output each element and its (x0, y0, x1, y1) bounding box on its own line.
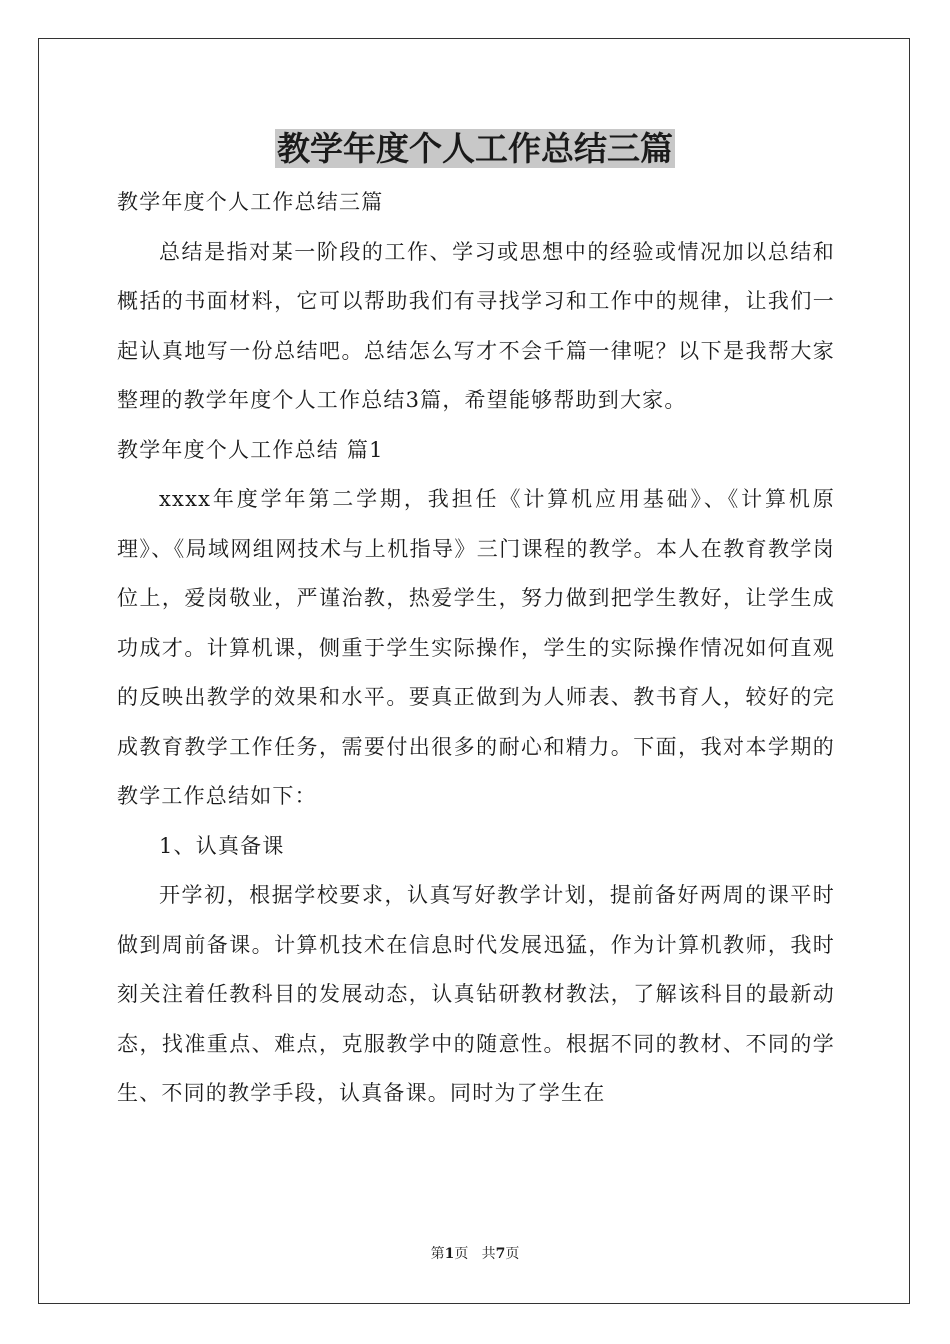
page-total: 7 (495, 1246, 506, 1262)
document-body (117, 178, 835, 1119)
page-prefix: 第 (430, 1246, 445, 1262)
section-heading: 教学年度个人工作总结 篇1 (117, 437, 384, 462)
total-prefix: 共 (481, 1246, 496, 1262)
page-footer (0, 1244, 950, 1264)
page-suffix: 页 (454, 1246, 469, 1262)
body-paragraph: 开学初，根据学校要求，认真写好教学计划，提前备好两周的课平时做到周前备课。计算机技术在信息时代发展迅猛，作为计算机教师，我时刻关注着任教科目的发展动态，认真钻研教材教法，了解该科目的最新动态，找准重点、难点，克服教学中的随意性。根据不同的教材、不同的学生、不同的教学手段，认真备课。同时为了学生在 (117, 883, 835, 1105)
body-paragraph: xxxx年度学年第二学期，我担任《计算机应用基础》、《计算机原理》、《局域网组网技术与上机指导》三门课程的教学。本人在教育教学岗位上，爱岗敬业，严谨治教，热爱学生，努力做到把学生教好，让学生成功成才。计算机课，侧重于学生实际操作，学生的实际操作情况如何直观的反映出教学的效果和水平。要真正做到为人师表、教书育人，较好的完成教育教学工作任务，需要付出很多的耐心和精力。下面，我对本学期的教学工作总结如下： (117, 487, 835, 808)
intro-paragraph: 总结是指对某一阶段的工作、学习或思想中的经验或情况加以总结和概括的书面材料，它可以帮助我们有寻找学习和工作中的规律，让我们一起认真地写一份总结吧。总结怎么写才不会千篇一律呢？以下是我帮大家整理的教学年度个人工作总结3篇，希望能够帮助到大家。 (117, 239, 835, 412)
subtitle-paragraph: 教学年度个人工作总结三篇 (117, 190, 384, 214)
page-number: 1 (444, 1246, 455, 1262)
document-title-text: 教学年度个人工作总结三篇 (277, 129, 673, 168)
total-suffix: 页 (505, 1246, 520, 1262)
document-title (0, 127, 950, 171)
subsection-heading: 1、认真备课 (159, 833, 285, 858)
